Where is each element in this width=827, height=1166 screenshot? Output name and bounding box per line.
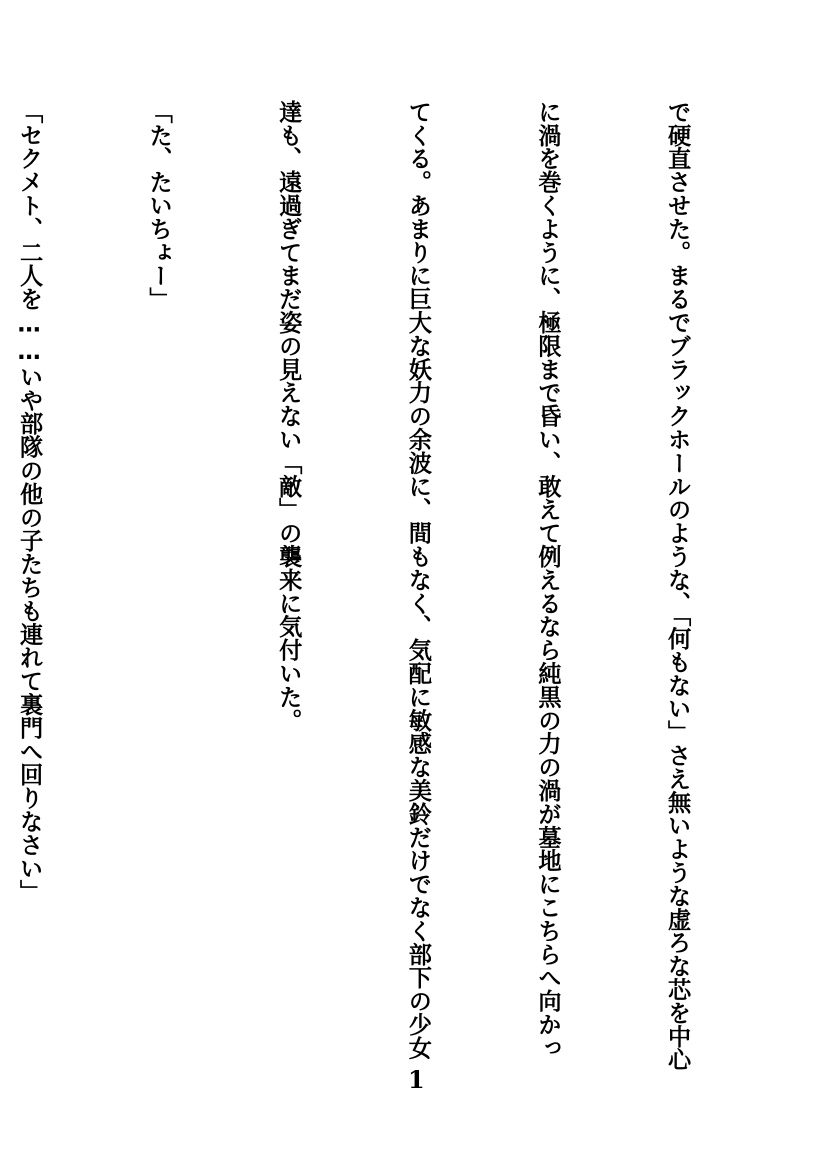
text-line: に渦を巻くように、極限まで昏い、敢えて例えるなら純黒の力の渦が墓地にこちらへ向かっ: [533, 100, 561, 1060]
text-line: 「た、たいちょー」: [145, 100, 173, 311]
text-line: 達も、遠過ぎてまだ姿の見えない「敵」の襲来に気付いた。: [274, 100, 302, 732]
text-line: てくる。あまりに巨大な妖力の余波に、間もなく、気配に敏感な美鈴だけでなく部下の少女: [404, 100, 432, 1060]
page-number: 1: [408, 1065, 425, 1094]
text-line: 「セクメト、二人を……いや部隊の他の子たちも連れて裏門へ回りなさい」: [15, 100, 43, 904]
text-line: で硬直させた。まるでブラックホールのような、「何もない」さえ無いような虚ろな芯を中心: [663, 100, 691, 1072]
vertical-text-body: [0, 100, 785, 1100]
